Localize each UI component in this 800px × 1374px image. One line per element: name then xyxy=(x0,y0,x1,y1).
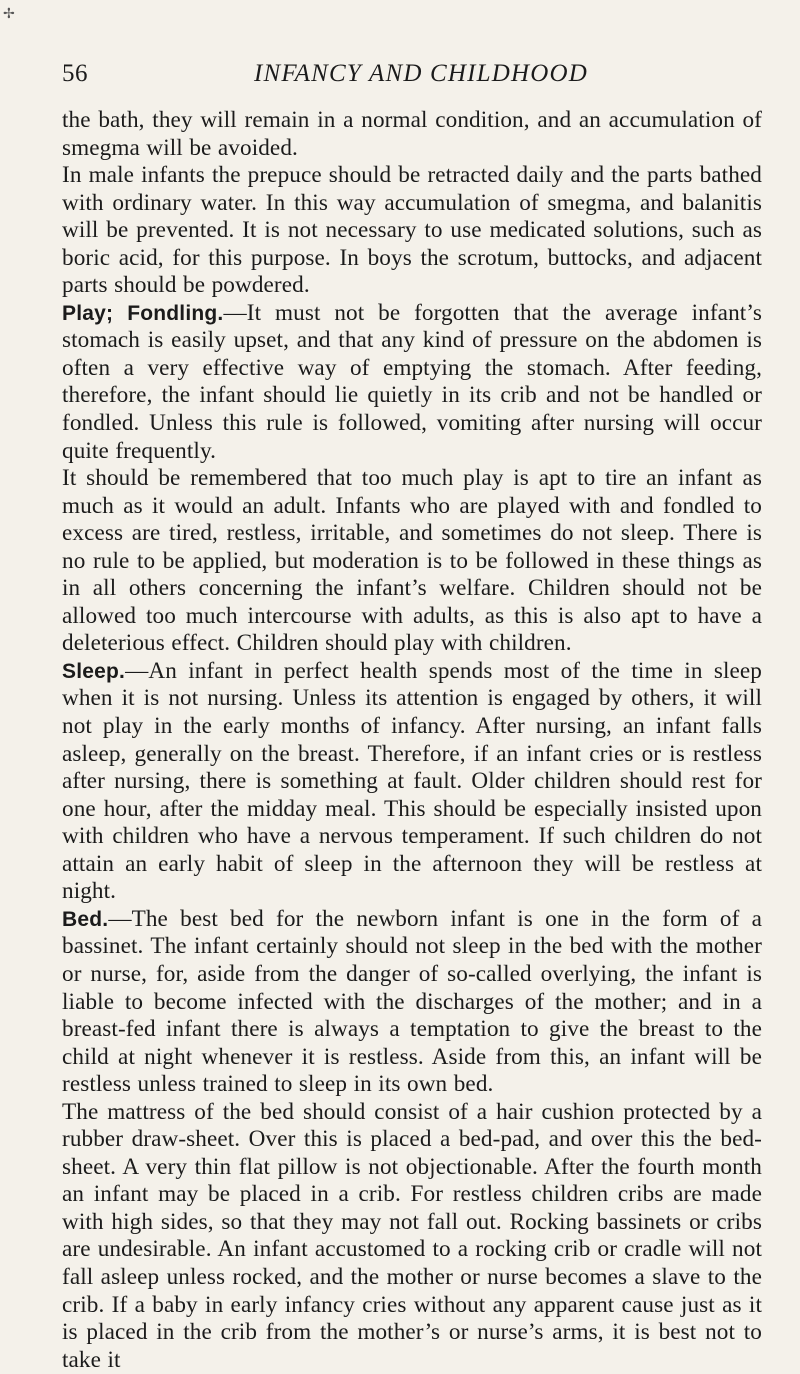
page-number: 56 xyxy=(62,60,88,87)
paragraph-mattress xyxy=(62,1099,762,1374)
paragraph-too-much-play xyxy=(62,465,762,658)
section-heading-bed: Bed. xyxy=(62,907,109,931)
paragraph-bed xyxy=(62,906,762,1099)
paragraph-play-fondling xyxy=(62,300,762,465)
section-heading-sleep: Sleep. xyxy=(62,659,126,683)
running-head: INFANCY AND CHILDHOOD xyxy=(254,60,589,87)
paragraph-text: the bath, they will remain in a normal condition, and an accumulation of smegma will be avoided. xyxy=(62,107,762,161)
page-header xyxy=(62,60,762,100)
paragraph-sleep xyxy=(62,658,762,906)
section-heading-play-fondling: Play; Fondling. xyxy=(62,301,224,325)
paragraph-text: It should be remembered that too much play is apt to tire an infant as much as it would an adult. Infants who are played with and fondled to excess are tired, restless, irritable, and sometimes do not sleep. There is no rule to be applied, but moderation is to be followed in these things as in all others concerning the infant’s welfare. Children should not be allowed too much intercourse with adults, as this is also apt to have a deleterious effect. Children should play with children. xyxy=(62,465,762,657)
paragraph-bath-continuation xyxy=(62,107,762,162)
paragraph-text: In male infants the prepuce should be retracted daily and the parts bathed with ordinary water. In this way accumulation of smegma, and balanitis will be prevented. It is not necessary to use medicated solutions, such as boric acid, for this purpose. In boys the scrotum, buttocks, and adjacent parts should be powdered. xyxy=(62,162,762,299)
paragraph-text: —An infant in perfect health spends most of the time in sleep when it is not nursing. Unless its attention is engaged by others, it will not play in the early months of infancy. After nursing, an infant falls asleep, generally on the breast. Therefore, if an infant cries or is restless after nursing, there is something at fault. Older children should rest for one hour, after the midday meal. This should be especially insisted upon with children who have a nervous temperament. If such children do not attain an early habit of sleep in the afternoon they will be restless at night. xyxy=(62,657,762,905)
paragraph-text: —It must not be forgotten that the average infant’s stomach is easily upset, and that any kind of pressure on the abdomen is often a very effective way of emptying the stomach. After feeding, therefore, the infant should lie quietly in its crib and not be handled or fondled. Unless this rule is followed, vomiting after nursing will occur quite frequently. xyxy=(62,299,762,464)
scan-mark-icon: ✢ xyxy=(3,7,15,22)
body-text xyxy=(62,107,762,1374)
paragraph-text: The mattress of the bed should consist of a hair cushion protected by a rubber draw-sheet. Over this is placed a bed-pad, and over this the bed-sheet. A very thin flat pillow is not objectionable. After the fourth month an infant may be placed in a crib. For restless children cribs are made with high sides, so that they may not fall out. Rocking bassinets or cribs are undesirable. An infant accustomed to a rocking crib or cradle will not fall asleep unless rocked, and the mother or nurse becomes a slave to the crib. If a baby in early infancy cries without any apparent cause just as it is placed in the crib from the mother’s or nurse’s arms, it is best not to take it xyxy=(62,1098,762,1373)
paragraph-male-infants xyxy=(62,162,762,300)
paragraph-text: —The best bed for the newborn infant is one in the form of a bassinet. The infant certainly should not sleep in the bed with the mother or nurse, for, aside from the danger of so-called overlying, the infant is liable to become infected with the discharges of the mother; and in a breast-fed infant there is always a temptation to give the breast to the child at night whenever it is restless. Aside from this, an infant will be restless unless trained to sleep in its own bed. xyxy=(62,905,762,1098)
